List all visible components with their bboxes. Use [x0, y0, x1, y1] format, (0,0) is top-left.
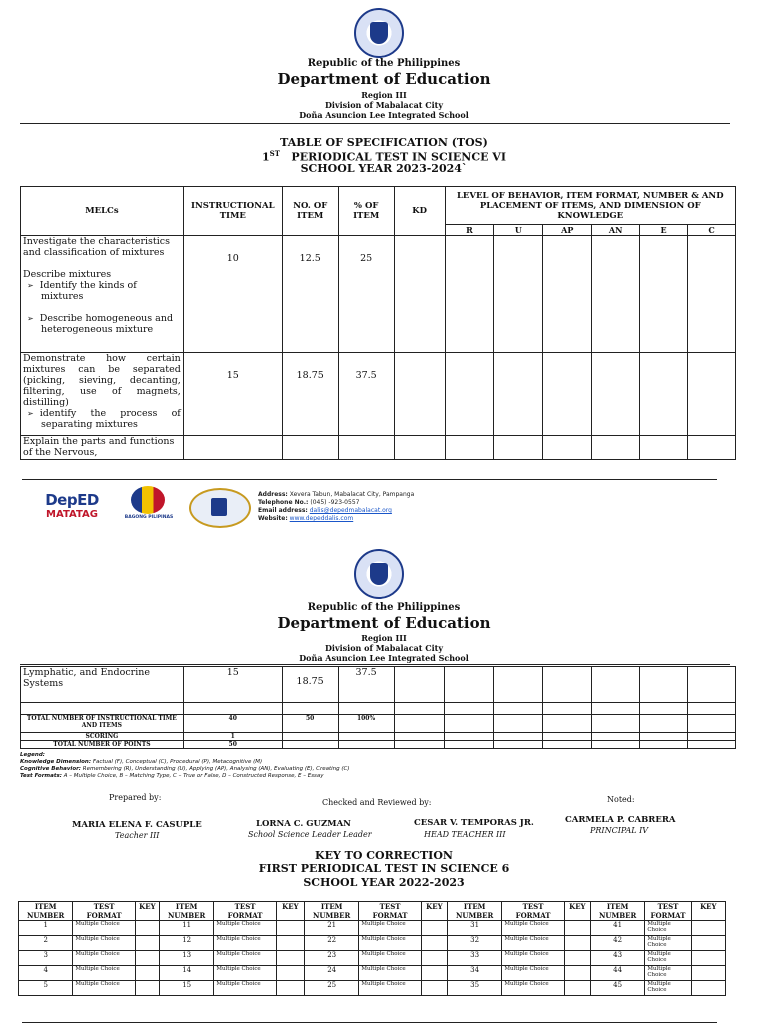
item-number: 2 — [19, 936, 73, 951]
item-number: 3 — [19, 951, 73, 966]
level-e: E — [640, 225, 688, 236]
department-title: Department of Education — [277, 614, 491, 632]
item-number: 22 — [304, 936, 358, 951]
answer-key-cell[interactable] — [564, 966, 590, 981]
test-format: Multiple Choice — [502, 936, 564, 951]
col-test-format: TEST FORMAT — [502, 902, 564, 921]
test-format: Multiple Choice — [359, 951, 421, 966]
col-instructional-time: INSTRUCTIONAL TIME — [183, 187, 282, 236]
answer-key-cell[interactable] — [691, 981, 725, 996]
prepared-by-label: Prepared by: — [109, 793, 162, 802]
item-number: 25 — [304, 981, 358, 996]
tos-year: SCHOOL YEAR 2023-2024` — [300, 162, 468, 175]
col-item-number: ITEM NUMBER — [590, 902, 644, 921]
header-divider — [20, 123, 730, 124]
answer-key-cell[interactable] — [276, 936, 304, 951]
table-row — [21, 236, 736, 353]
table-row — [19, 966, 726, 981]
item-number: 31 — [447, 921, 501, 936]
signatory-name: MARIA ELENA F. CASUPLE — [72, 820, 202, 830]
list-item: ➢ identify the process of separating mixtures — [41, 408, 181, 430]
answer-key-cell[interactable] — [135, 966, 159, 981]
answer-key-cell[interactable] — [564, 951, 590, 966]
test-format: Multiple Choice — [214, 921, 276, 936]
col-item-number: ITEM NUMBER — [447, 902, 501, 921]
test-format: Multiple Choice — [645, 966, 691, 981]
signatory-title: HEAD TEACHER III — [424, 830, 506, 839]
item-number: 14 — [159, 966, 213, 981]
total-items: 50 — [282, 715, 338, 733]
total-time: 40 — [183, 715, 282, 733]
item-number: 24 — [304, 966, 358, 981]
bottom-divider — [22, 1022, 717, 1023]
points-label: TOTAL NUMBER OF POINTS — [21, 741, 184, 749]
col-no-of-item: NO. OF ITEM — [282, 187, 338, 236]
col-test-format: TEST FORMAT — [73, 902, 135, 921]
noted-label: Noted: — [607, 795, 635, 804]
scoring-label: SCORING — [21, 733, 184, 741]
item-number: 43 — [590, 951, 644, 966]
answer-key-cell[interactable] — [421, 951, 447, 966]
test-format: Multiple Choice — [502, 981, 564, 996]
test-format: Multiple Choice — [73, 966, 135, 981]
level-c: C — [688, 225, 736, 236]
answer-key-cell[interactable] — [691, 966, 725, 981]
melc-cell — [21, 353, 184, 436]
answer-key-cell[interactable] — [421, 981, 447, 996]
total-percent: 100% — [338, 715, 394, 733]
answer-key-table — [18, 901, 726, 996]
test-format: Multiple Choice — [645, 936, 691, 951]
time-cell: 15 — [183, 353, 282, 436]
signatory-title: School Science Leader Leader — [248, 830, 372, 839]
col-key: KEY — [276, 902, 304, 921]
col-key: KEY — [691, 902, 725, 921]
melc-text: Describe mixtures — [23, 269, 112, 280]
col-melcs: MELCs — [21, 187, 184, 236]
col-kd: KD — [394, 187, 445, 236]
answer-key-cell[interactable] — [276, 966, 304, 981]
tos-test-name: 1ST PERIODICAL TEST IN SCIENCE VI — [262, 149, 506, 164]
test-format: Multiple Choice — [359, 966, 421, 981]
footer-divider — [22, 479, 717, 480]
checked-by-label: Checked and Reviewed by: — [322, 798, 432, 807]
melc-cell: Lymphatic, and Endocrine Systems — [21, 667, 184, 703]
col-percent-of-item: % OF ITEM — [338, 187, 394, 236]
test-format: Multiple Choice — [359, 981, 421, 996]
test-format: Multiple Choice — [73, 936, 135, 951]
item-number: 4 — [19, 966, 73, 981]
tos-title: TABLE OF SPECIFICATION (TOS) — [280, 136, 488, 149]
points-value: 50 — [183, 741, 282, 749]
col-item-number: ITEM NUMBER — [19, 902, 73, 921]
legend: Legend: Knowledge Dimension: Factual (F), Conceptual (C), Procedural (P), Metacognitive (M) Cognitive Behavior: Remembering (R), Understanding (U), Applying (AP), Analysing (AN), Evaluating (E), Creating (C) Test Formats: A – Multiple Choice, B – Matching Type, C – True or False, D – Constructed Response, E – Essay — [20, 752, 350, 779]
item-number: 33 — [447, 951, 501, 966]
test-format: Multiple Choice — [214, 951, 276, 966]
republic-line: Republic of the Philippines — [307, 602, 461, 613]
republic-line: Republic of the Philippines — [307, 58, 461, 69]
item-number: 1 — [19, 921, 73, 936]
test-format: Multiple Choice — [214, 966, 276, 981]
list-item: ➢ Describe homogeneous and heterogeneous mixture — [41, 313, 181, 335]
answer-key-cell[interactable] — [135, 921, 159, 936]
answer-key-cell[interactable] — [691, 921, 725, 936]
melc-text: Investigate the characteristics and classification of mixtures — [23, 236, 170, 258]
region-line: Region III — [361, 90, 407, 100]
points-row — [21, 741, 736, 749]
test-format: Multiple Choice — [359, 921, 421, 936]
level-r: R — [445, 225, 494, 236]
table-row — [19, 981, 726, 996]
table-row — [19, 921, 726, 936]
table-row — [21, 436, 736, 460]
test-format: Multiple Choice — [645, 921, 691, 936]
item-number: 5 — [19, 981, 73, 996]
items-cell: 18.75 — [282, 353, 338, 436]
answer-key-cell[interactable] — [421, 921, 447, 936]
school-logo-icon — [189, 488, 251, 528]
bagong-pilipinas-logo: BAGONG PILIPINAS — [117, 486, 181, 522]
item-number: 15 — [159, 981, 213, 996]
table-row — [21, 353, 736, 436]
answer-key-cell[interactable] — [135, 936, 159, 951]
col-key: KEY — [135, 902, 159, 921]
scoring-row — [21, 733, 736, 741]
item-number: 32 — [447, 936, 501, 951]
deped-matatag-logo: DepED MATATAG — [45, 491, 99, 520]
items-cell: 12.5 — [282, 236, 338, 353]
tos-table — [20, 186, 736, 460]
item-number: 21 — [304, 921, 358, 936]
item-number: 23 — [304, 951, 358, 966]
answer-key-cell[interactable] — [276, 921, 304, 936]
test-format: Multiple Choice — [502, 966, 564, 981]
melc-text: Demonstrate how certain mixtures can be separated (picking, sieving, decanting, filtering, use of magnets, distilling) — [23, 353, 181, 408]
item-number: 41 — [590, 921, 644, 936]
test-format: Multiple Choice — [359, 936, 421, 951]
answer-key-cell[interactable] — [564, 921, 590, 936]
region-line: Region III — [361, 633, 407, 643]
col-key: KEY — [564, 902, 590, 921]
signatory-title: Teacher III — [115, 831, 160, 840]
item-number: 12 — [159, 936, 213, 951]
signatory-name: CESAR V. TEMPORAS JR. — [414, 818, 534, 828]
col-item-number: ITEM NUMBER — [159, 902, 213, 921]
col-item-number: ITEM NUMBER — [304, 902, 358, 921]
answer-key-cell[interactable] — [564, 981, 590, 996]
answer-key-cell[interactable] — [421, 936, 447, 951]
test-format: Multiple Choice — [502, 951, 564, 966]
melc-cell — [21, 236, 184, 353]
test-format: Multiple Choice — [73, 951, 135, 966]
answer-key-cell[interactable] — [691, 936, 725, 951]
test-format: Multiple Choice — [502, 921, 564, 936]
key-title: KEY TO CORRECTION — [315, 849, 453, 862]
school-line: Doña Asuncion Lee Integrated School — [299, 110, 469, 120]
department-title: Department of Education — [277, 70, 491, 88]
item-number: 35 — [447, 981, 501, 996]
signatory-name: CARMELA P. CABRERA — [565, 815, 676, 825]
answer-key-cell[interactable] — [421, 966, 447, 981]
contact-info: Address: Xevera Tabun, Mabalacat City, Pampanga Telephone No.: (045) -923-0557 Email address: dalis@depedmabalacat.org Website: www.depeddalis.com — [258, 491, 415, 522]
item-number: 13 — [159, 951, 213, 966]
email-link[interactable]: dalis@depedmabalacat.org — [309, 507, 392, 514]
level-u: U — [494, 225, 543, 236]
percent-cell: 37.5 — [338, 667, 394, 703]
division-line: Division of Mabalacat City — [324, 100, 444, 110]
items-cell: 18.75 — [282, 667, 338, 703]
table-row — [19, 951, 726, 966]
answer-key-cell[interactable] — [135, 981, 159, 996]
test-format: Multiple Choice — [645, 981, 691, 996]
level-an: AN — [592, 225, 640, 236]
total-label: TOTAL NUMBER OF INSTRUCTIONAL TIME AND ITEMS — [21, 715, 184, 733]
table-row — [21, 667, 736, 703]
percent-cell: 25 — [338, 236, 394, 353]
tos-table-continued — [20, 666, 736, 749]
item-number: 34 — [447, 966, 501, 981]
key-subtitle: FIRST PERIODICAL TEST IN SCIENCE 6 — [258, 862, 510, 875]
deped-seal-icon — [354, 8, 404, 58]
item-number: 11 — [159, 921, 213, 936]
header-divider — [20, 664, 730, 665]
test-format: Multiple Choice — [73, 981, 135, 996]
answer-key-cell[interactable] — [135, 951, 159, 966]
signatory-name: LORNA C. GUZMAN — [256, 819, 351, 829]
key-year: SCHOOL YEAR 2022-2023 — [303, 876, 465, 889]
division-line: Division of Mabalacat City — [324, 643, 444, 653]
col-test-format: TEST FORMAT — [359, 902, 421, 921]
answer-key-cell[interactable] — [564, 936, 590, 951]
test-format: Multiple Choice — [214, 981, 276, 996]
item-number: 45 — [590, 981, 644, 996]
item-number: 44 — [590, 966, 644, 981]
total-row — [21, 715, 736, 733]
test-format: Multiple Choice — [73, 921, 135, 936]
test-format: Multiple Choice — [214, 936, 276, 951]
melc-cell: Explain the parts and functions of the Nervous, — [21, 436, 184, 460]
scoring-value: 1 — [183, 733, 282, 741]
item-number: 42 — [590, 936, 644, 951]
test-format: Multiple Choice — [645, 951, 691, 966]
answer-key-cell[interactable] — [276, 981, 304, 996]
deped-seal-icon — [354, 549, 404, 599]
answer-key-cell[interactable] — [691, 951, 725, 966]
signatory-title: PRINCIPAL IV — [590, 826, 649, 835]
answer-key-cell[interactable] — [276, 951, 304, 966]
time-cell: 10 — [183, 236, 282, 353]
website-link[interactable]: www.depeddalis.com — [289, 515, 354, 522]
table-row — [19, 936, 726, 951]
col-level-of-behavior: LEVEL OF BEHAVIOR, ITEM FORMAT, NUMBER & AND PLACEMENT OF ITEMS, AND DIMENSION OF KNOWLEDGE — [445, 187, 735, 225]
time-cell: 15 — [183, 667, 282, 703]
list-item: ➢ Identify the kinds of mixtures — [41, 280, 181, 302]
col-test-format: TEST FORMAT — [645, 902, 691, 921]
col-key: KEY — [421, 902, 447, 921]
percent-cell: 37.5 — [338, 353, 394, 436]
school-line: Doña Asuncion Lee Integrated School — [299, 653, 469, 663]
level-ap: AP — [543, 225, 592, 236]
col-test-format: TEST FORMAT — [214, 902, 276, 921]
